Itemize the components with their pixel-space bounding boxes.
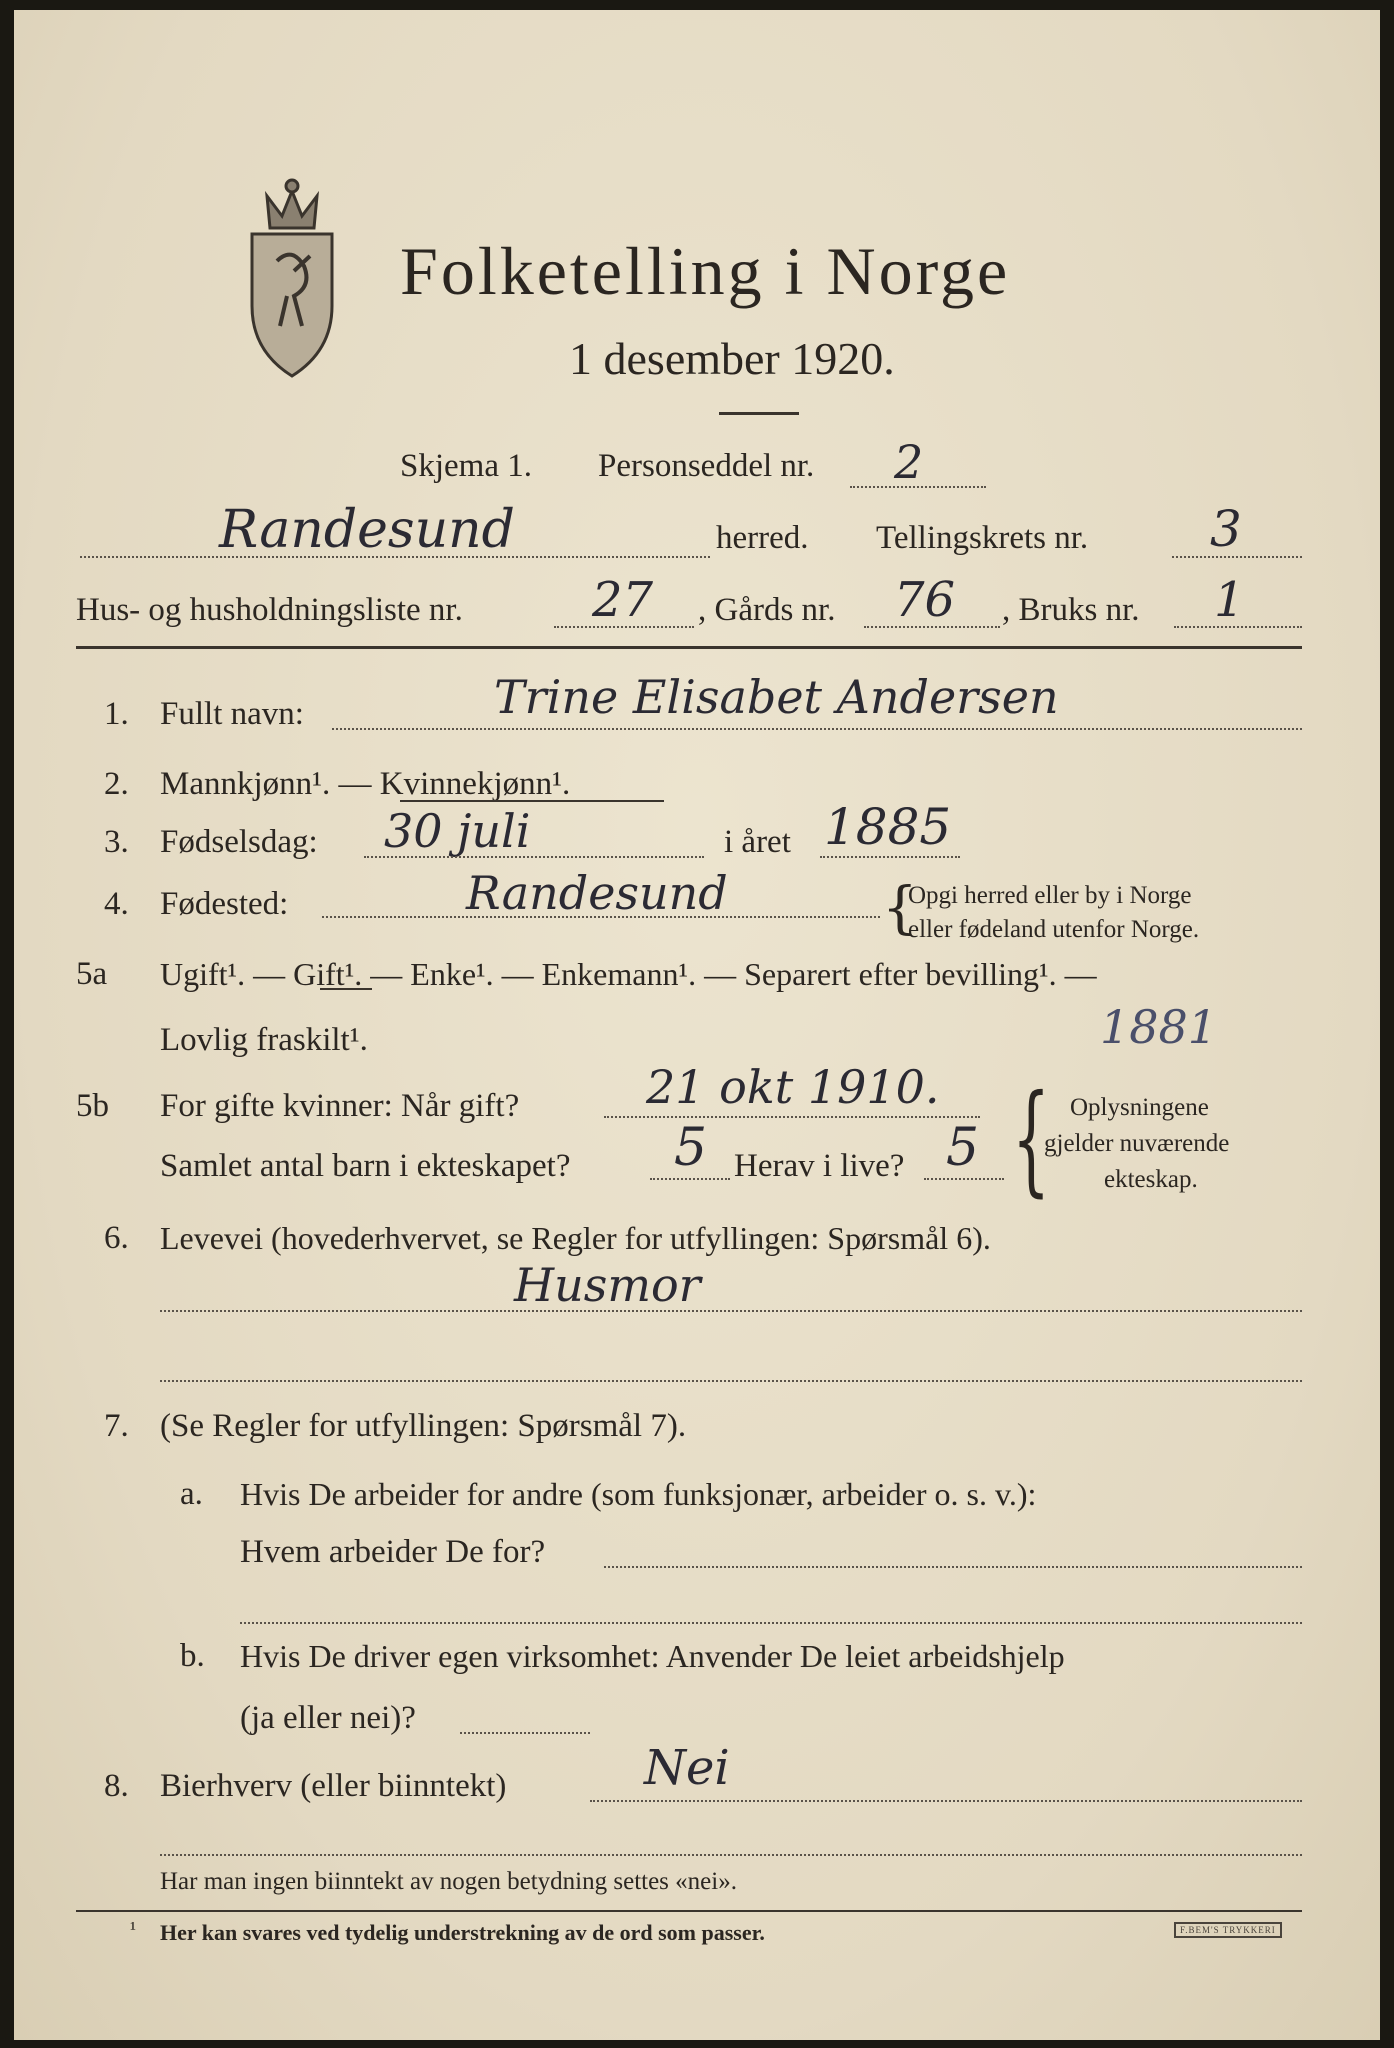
full-name-label: Fullt navn: [160, 696, 304, 732]
gards-value: 76 [894, 572, 956, 628]
birthplace-note-brace: { [882, 876, 918, 941]
birthplace-note-line-1: Opgi herred eller by i Norge [908, 882, 1192, 909]
household-list-label: Hus- og husholdningsliste nr. [76, 592, 463, 628]
question-7-number: 7. [104, 1408, 129, 1444]
side-income-value: Nei [644, 1740, 730, 1796]
occupation-label: Levevei (hovederhvervet, se Regler for utfyllingen: Spørsmål 6). [160, 1220, 991, 1256]
bruks-value: 1 [1214, 572, 1245, 628]
birthday-value: 30 juli [384, 804, 531, 858]
question-3-number: 3. [104, 824, 129, 860]
occupation-value: Husmor [514, 1258, 701, 1312]
question-7a-letter: a. [180, 1476, 203, 1512]
sex-options: Mannkjønn¹. — Kvinnekjønn¹. [160, 766, 571, 802]
question-7a-line-1: Hvis De arbeider for andre (som funksjonær, arbeider o. s. v.): [240, 1476, 1037, 1512]
children-total-label: Samlet antal barn i ekteskapet? [160, 1148, 571, 1184]
herred-value: Randesund [219, 500, 515, 560]
marital-status-options: Ugift¹. — Gift¹. — Enke¹. — Enkemann¹. — Separert efter bevilling¹. — [160, 956, 1097, 992]
person-number-label: Personseddel nr. [598, 448, 815, 484]
printer-stamp: F.BEM'S TRYKKERI [1174, 1922, 1282, 1938]
married-when-label: For gifte kvinner: Når gift? [160, 1088, 520, 1124]
question-7b-line-2: (ja eller nei)? [240, 1700, 416, 1736]
tellingskrets-label: Tellingskrets nr. [876, 520, 1089, 556]
form-title: Folketelling i Norge [400, 233, 1011, 309]
birthday-line [364, 856, 704, 858]
herred-label: herred. [716, 520, 809, 556]
schema-label: Skjema 1. [400, 448, 532, 484]
household-list-line [554, 626, 694, 628]
birthplace-label: Fødested: [160, 886, 289, 922]
employer-line-1 [604, 1566, 1302, 1568]
birth-year-line [820, 856, 960, 858]
question-7-label: (Se Regler for utfyllingen: Spørsmål 7). [160, 1408, 687, 1444]
married-underline [320, 988, 372, 990]
bruks-line [1174, 626, 1302, 628]
sex-underline [400, 800, 664, 802]
question-1-number: 1. [104, 696, 129, 732]
children-alive-label: Herav i live? [734, 1148, 905, 1184]
children-total-value: 5 [674, 1118, 708, 1178]
side-income-line-1 [590, 1800, 1302, 1802]
header-divider [719, 412, 799, 415]
marriage-note-line-1: Oplysningene [1070, 1094, 1209, 1121]
children-total-line [650, 1178, 730, 1180]
married-when-value: 21 okt 1910. [646, 1060, 940, 1114]
occupation-line-1 [160, 1310, 1302, 1312]
full-name-line [332, 728, 1302, 730]
gards-label: , Gårds nr. [698, 592, 836, 628]
birthday-label: Fødselsdag: [160, 824, 318, 860]
full-name-value: Trine Elisabet Andersen [494, 670, 1059, 724]
question-5a-number: 5a [76, 956, 108, 992]
birthplace-value: Randesund [466, 866, 728, 920]
footnote-text: Her kan svares ved tydelig understrekning av de ord som passer. [160, 1920, 765, 1945]
marriage-note-brace: { [1012, 1070, 1051, 1209]
question-7a-line-2: Hvem arbeider De for? [240, 1534, 546, 1570]
marital-status-divorced: Lovlig fraskilt¹. [160, 1022, 368, 1058]
person-number-line [850, 486, 986, 488]
bruks-label: , Bruks nr. [1002, 592, 1140, 628]
household-list-value: 27 [592, 572, 654, 628]
tellingskrets-value: 3 [1210, 500, 1242, 558]
footnote-mark: ¹ [130, 1918, 136, 1940]
children-alive-value: 5 [946, 1118, 980, 1178]
question-4-number: 4. [104, 886, 129, 922]
occupation-line-2 [160, 1380, 1302, 1382]
birth-year-label: i året [724, 824, 791, 860]
side-income-line-2 [160, 1854, 1302, 1856]
marriage-note-line-3: ekteskap. [1104, 1166, 1198, 1193]
birth-year-value: 1885 [824, 798, 952, 856]
marital-status-annotation: 1881 [1100, 1000, 1218, 1054]
herred-line [80, 556, 710, 558]
birthplace-note-line-2: eller fødeland utenfor Norge. [908, 916, 1200, 943]
question-6-number: 6. [104, 1220, 129, 1256]
gards-line [864, 626, 1000, 628]
question-2-number: 2. [104, 766, 129, 802]
section-divider [76, 646, 1302, 649]
person-number-value: 2 [894, 435, 924, 489]
question-7b-line-1: Hvis De driver egen virksomhet: Anvender De leiet arbeidshjelp [240, 1638, 1065, 1674]
side-income-label: Bierhverv (eller biinntekt) [160, 1768, 507, 1804]
hired-help-line [460, 1732, 590, 1734]
norwegian-coat-of-arms-icon [232, 176, 352, 386]
no-income-note: Har man ingen biinntekt av nogen betydning settes «nei». [160, 1868, 737, 1895]
married-when-line [604, 1116, 980, 1118]
tellingskrets-line [1172, 556, 1302, 558]
birthplace-line [322, 916, 880, 918]
employer-line-2 [240, 1622, 1302, 1624]
census-date: 1 desember 1920. [569, 333, 895, 384]
marriage-note-line-2: gjelder nuværende [1044, 1130, 1230, 1157]
footer-divider [76, 1910, 1302, 1912]
census-form-page [14, 10, 1380, 2040]
question-7b-letter: b. [180, 1638, 205, 1674]
children-alive-line [924, 1178, 1004, 1180]
question-5b-number: 5b [76, 1088, 109, 1124]
question-8-number: 8. [104, 1768, 129, 1804]
